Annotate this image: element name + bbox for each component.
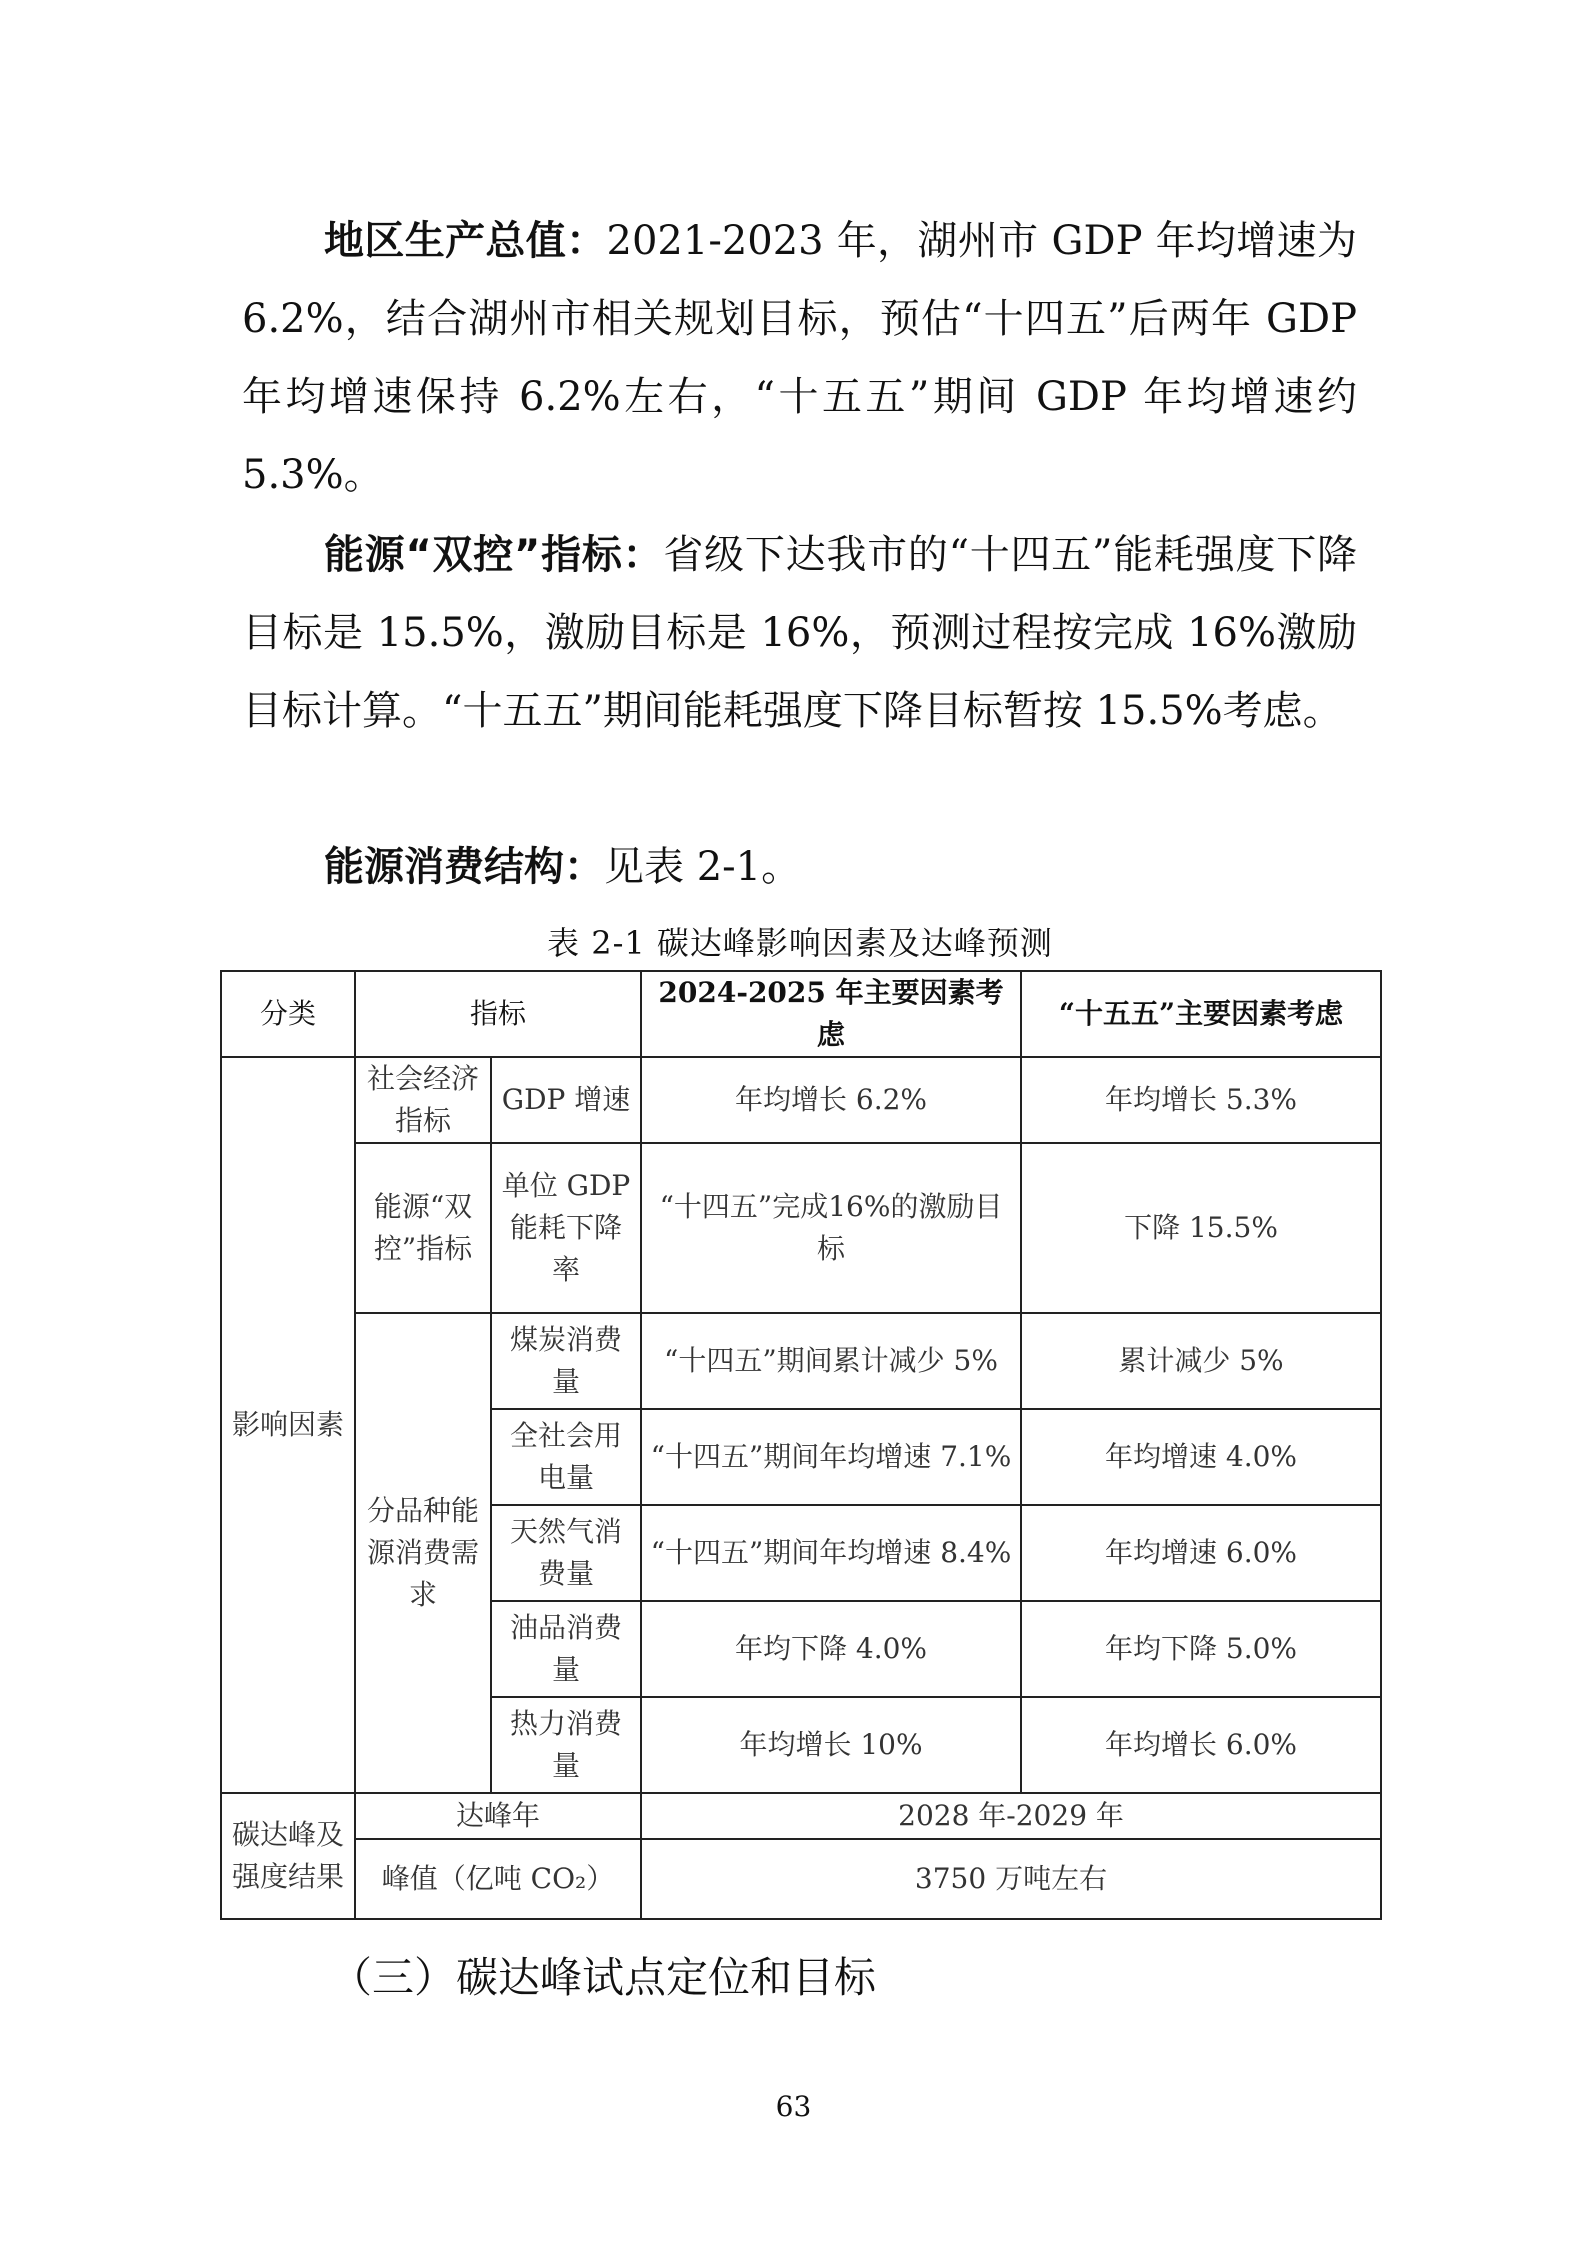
indicator-cell: 单位 GDP 能耗下降率 [491,1143,641,1313]
indicator-cell: 天然气消费量 [491,1505,641,1601]
value-period2: 年均增长 6.0% [1021,1697,1381,1793]
category-influence-factors: 影响因素 [221,1057,355,1793]
value-period1: “十四五”期间累计减少 5% [641,1313,1021,1409]
table-row [221,1143,1381,1313]
indicator-cell: GDP 增速 [491,1057,641,1143]
paragraph-label: 能源消费结构： [324,844,604,890]
indicator-cell: 煤炭消费量 [491,1313,641,1409]
page-number: 63 [775,2090,812,2123]
header-period-2024-2025: 2024-2025 年主要因素考虑 [641,971,1021,1057]
paragraph-label: 地区生产总值： [324,218,607,264]
category-peak-results: 碳达峰及强度结果 [221,1793,355,1919]
table-row-peak-year [221,1793,1381,1839]
table-row-peak-value [221,1839,1381,1919]
indicator-cell: 全社会用电量 [491,1409,641,1505]
paragraph-energy-structure [242,828,1357,906]
table-row [221,1313,1381,1409]
value-period1: 年均下降 4.0% [641,1601,1021,1697]
paragraph-text: 见表 2-1。 [604,844,802,890]
section-heading: （三）碳达峰试点定位和目标 [330,1953,877,2002]
header-period-15th-plan: “十五五”主要因素考虑 [1021,971,1381,1057]
value-period2: 年均增速 4.0% [1021,1409,1381,1505]
value-period2: 年均下降 5.0% [1021,1601,1381,1697]
header-category: 分类 [221,971,355,1057]
paragraph-energy-control [242,516,1357,750]
paragraph-text: 2021-2023 年，湖州市 GDP 年均增速为 6.2%，结合湖州市相关规划目标，预估“十四五”后两年 GDP 年均增速保持 6.2%左右，“十五五”期间 GDP 年均增速约 5.3%。 [242,218,1357,498]
group-energy-type-demand: 分品种能源消费需求 [355,1313,491,1793]
paragraph-gdp [242,202,1357,514]
table-caption: 表 2-1 碳达峰影响因素及达峰预测 [547,924,1053,962]
peak-value-label: 峰值（亿吨 CO₂） [355,1839,641,1919]
paragraph-label: 能源“双控”指标： [324,532,664,578]
value-period1: 年均增长 6.2% [641,1057,1021,1143]
value-period1: 年均增长 10% [641,1697,1021,1793]
value-period2: 年均增长 5.3% [1021,1057,1381,1143]
peak-year-value: 2028 年-2029 年 [641,1793,1381,1839]
value-period2: 下降 15.5% [1021,1143,1381,1313]
indicator-cell: 油品消费量 [491,1601,641,1697]
value-period1: “十四五”期间年均增速 7.1% [641,1409,1021,1505]
value-period1: “十四五”期间年均增速 8.4% [641,1505,1021,1601]
group-energy-dual-control: 能源“双控”指标 [355,1143,491,1313]
table-row [221,1057,1381,1143]
indicator-cell: 热力消费量 [491,1697,641,1793]
table-header-row [221,971,1381,1057]
value-period1: “十四五”完成16%的激励目标 [641,1143,1021,1313]
header-indicator: 指标 [355,971,641,1057]
value-period2: 累计减少 5% [1021,1313,1381,1409]
value-period2: 年均增速 6.0% [1021,1505,1381,1601]
peak-year-label: 达峰年 [355,1793,641,1839]
paragraph-text: 省级下达我市的“十四五”能耗强度下降目标是 15.5%，激励目标是 16%，预测过程按完成 16%激励目标计算。“十五五”期间能耗强度下降目标暂按 15.5%考虑。 [242,532,1358,734]
peak-value-value: 3750 万吨左右 [641,1839,1381,1919]
group-social-economic: 社会经济指标 [355,1057,491,1143]
forecast-table [220,970,1382,1920]
